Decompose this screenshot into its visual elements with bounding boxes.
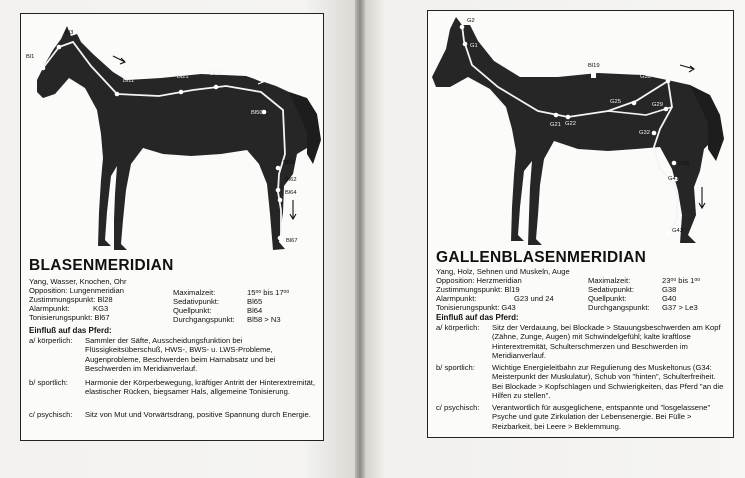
point-label: Bl1	[26, 54, 35, 60]
effect-label: c/ psychisch:	[29, 410, 73, 419]
effect-text: Sammler der Säfte, Ausscheidungsfunktion bei Flüssigkeitsüberschuß, HWS-, BWS- u. LWS-Probleme, Augenprobleme, Beschwerden beim Harnabsatz und bei Beschwerden im Meridianverlauf.	[85, 336, 276, 374]
effect-text: Wichtige Energieleitbahn zur Regulierung des Muskeltonus (G34: Meisterpunkt der Muskulatur), Schub von "hinten", Schulterfreiheit. Bei Blockade > Kopfschlagen und Schwierigkeiten, das Pferd "an die Hilfen zu stellen".	[492, 363, 724, 401]
stat-value: Bl58 > N3	[247, 315, 281, 324]
effect-text: Sitz der Verdauung, bei Blockade > Stauungsbeschwerden am Kopf (Zähne, Zunge, Augen) mit Schwindelgefühl; kalte kraftlose Hinterextremität, Schulterschmerzen und Beschwerden im Meridianverlauf.	[492, 323, 721, 361]
point-bl28	[214, 85, 219, 90]
arrow-down-icon	[290, 200, 296, 219]
point-bl3	[57, 45, 62, 50]
point-bl67	[278, 236, 283, 241]
point-label: Bl3	[65, 30, 74, 36]
effect-heading: Einfluß auf das Pferd:	[436, 313, 519, 322]
arrow-forward-icon	[113, 56, 125, 64]
intro-line: Opposition: Lungenmeridian	[29, 286, 124, 295]
effect-text: Sitz von Mut und Vorwärtsdrang, positive Spannung durch Energie.	[85, 410, 311, 419]
horse-silhouette	[432, 17, 718, 245]
point-g29	[664, 107, 669, 112]
point-bl19	[591, 73, 596, 78]
point-bl21	[179, 90, 184, 95]
stat-value: 15ᵒᵒ bis 17ᵒᵒ	[247, 288, 290, 297]
intro-line: Tonisierungspunkt: G43	[436, 303, 516, 312]
stat-label: Maximalzeit:	[173, 288, 216, 297]
intro-line: Alarmpunkt:	[436, 294, 477, 303]
alarm-value: KG3	[93, 304, 109, 313]
stat-value: G38	[662, 285, 677, 294]
point-label: G38	[678, 161, 689, 167]
gallenblasenmeridian-card	[427, 10, 734, 438]
intro-line: Yang, Wasser, Knochen, Ohr	[29, 277, 127, 286]
stat-value: Bl64	[247, 306, 263, 315]
point-label: Bl19	[588, 63, 600, 69]
effect-label: b/ sportlich:	[29, 378, 68, 387]
stat-value: Bl65	[247, 297, 263, 306]
horse-illustration-bladder	[21, 14, 325, 264]
effect-label: a/ körperlich:	[436, 323, 480, 332]
effect-text: Harmonie der Körperbewegung, kräftiger Antritt der Hinterextremität, elastischer Rücken, biegsamer Hals, allgemeine Tonisierung.	[85, 378, 316, 397]
stat-label: Durchgangspunkt:	[173, 315, 235, 324]
point-bl11	[115, 92, 120, 97]
point-label: Bl64	[285, 190, 297, 196]
effect-label: b/ sportlich:	[436, 363, 475, 372]
point-g30	[666, 79, 671, 84]
point-label: G21	[550, 122, 561, 128]
point-bl64	[278, 198, 283, 203]
stat-value: G40	[662, 294, 677, 303]
meridian-title: GALLENBLASENMERIDIAN	[436, 249, 647, 266]
arrow-forward-icon	[680, 65, 694, 72]
effect-label: a/ körperlich:	[29, 336, 73, 345]
book-gutter	[355, 0, 365, 478]
alarm-value: G23 und 24	[514, 294, 554, 303]
point-label: G29	[652, 102, 663, 108]
point-g38	[672, 161, 677, 166]
arrow-down-icon	[699, 187, 705, 208]
point-label: Bl28	[210, 71, 222, 77]
point-label: G43	[672, 228, 683, 234]
point-label: Bl11	[123, 78, 135, 84]
point-label: Bl67	[286, 238, 298, 244]
point-label: G30	[640, 74, 651, 80]
point-g1	[463, 42, 468, 47]
point-label: Bl62	[285, 177, 297, 183]
point-label: G25	[610, 99, 621, 105]
stat-label: Maximalzeit:	[588, 276, 631, 285]
intro-line: Yang, Holz, Sehnen und Muskeln, Auge	[436, 267, 570, 276]
point-g25	[632, 101, 637, 106]
point-label: Bl50	[251, 110, 263, 116]
effect-text: Verantwortlich für ausgeglichene, entspannte und "losgelassene" Psyche und gute Zirkulation der Lebensenergie. Bei Fülle > Reizbarkeit, bei Leere > Beklemmung.	[492, 403, 711, 431]
meridian-title: BLASENMERIDIAN	[29, 257, 174, 274]
point-label: Bl59	[283, 160, 295, 166]
point-label: Bl21	[177, 74, 189, 80]
stat-label: Quellpunkt:	[173, 306, 212, 315]
stat-value: 23ᵒᵒ bis 1ᵒᵒ	[662, 276, 701, 285]
intro-line: Alarmpunkt:	[29, 304, 70, 313]
point-label: G22	[565, 121, 576, 127]
effect-label: c/ psychisch:	[436, 403, 480, 412]
point-g22	[566, 115, 571, 120]
point-g43	[666, 231, 671, 236]
point-label: G2	[467, 18, 475, 24]
intro-line: Zustimmungspunkt: Bl19	[436, 285, 520, 294]
stat-value: G37 > Le3	[662, 303, 698, 312]
intro-line: Opposition: Herzmeridian	[436, 276, 522, 285]
point-label: G1	[470, 43, 478, 49]
stat-label: Sedativpunkt:	[588, 285, 635, 294]
stat-label: Sedativpunkt:	[173, 297, 220, 306]
blasenmeridian-card	[20, 13, 324, 441]
point-bl62	[276, 188, 281, 193]
stat-label: Durchgangspunkt:	[588, 303, 650, 312]
point-bl59	[276, 166, 281, 171]
effect-heading: Einfluß auf das Pferd:	[29, 326, 112, 335]
point-g21	[554, 113, 559, 118]
point-g32	[652, 131, 657, 136]
point-label: G41	[668, 176, 679, 182]
point-g2	[460, 25, 465, 30]
stat-label: Quellpunkt:	[588, 294, 627, 303]
intro-line: Zustimmungspunkt: Bl28	[29, 295, 113, 304]
horse-silhouette	[37, 26, 313, 250]
intro-line: Tonisierungspunkt: Bl67	[29, 313, 110, 322]
point-bl1	[41, 66, 46, 71]
point-label: G32	[639, 130, 650, 136]
